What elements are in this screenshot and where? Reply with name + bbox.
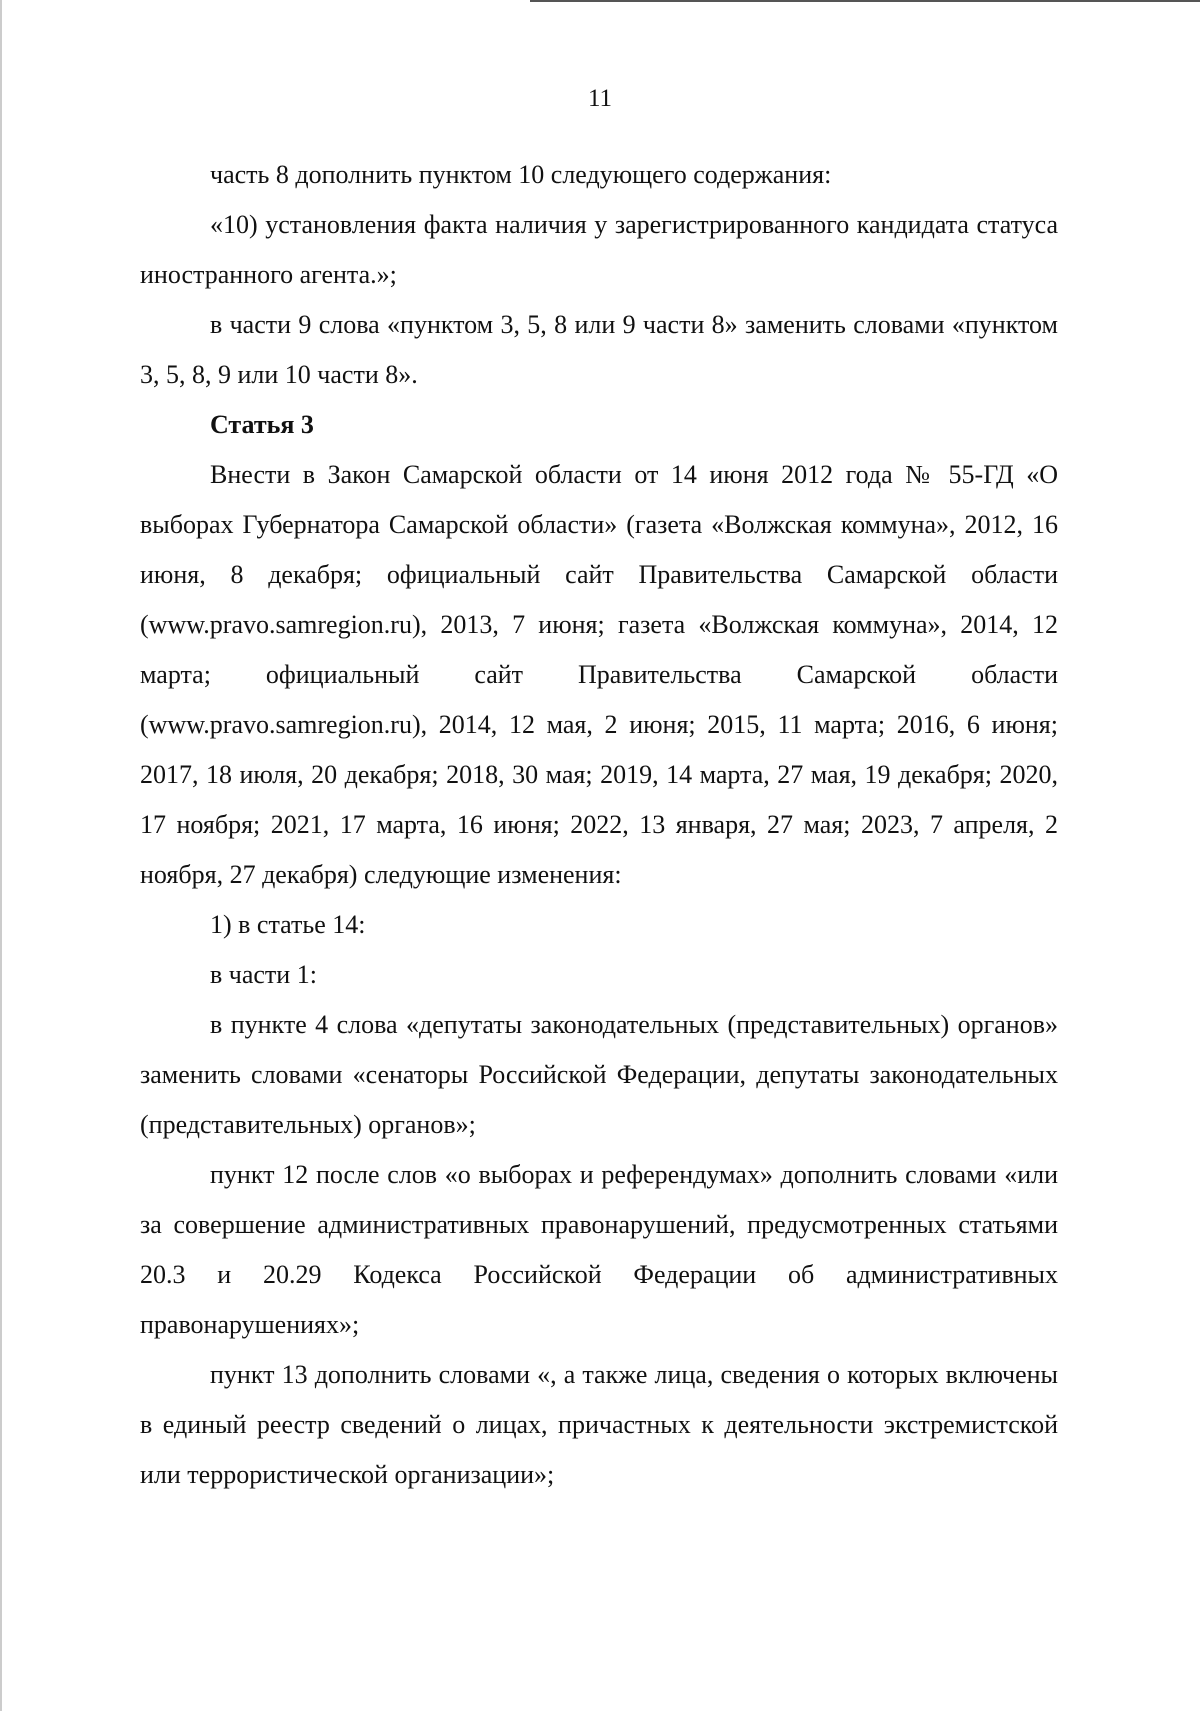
paragraph-item4: в пункте 4 слова «депутаты законодательных (представительных) органов» заменить словами «сенаторы Российской Федерации, депутаты законодательных (представительных) органов»; [140,1010,1058,1139]
paragraph-article14: 1) в статье 14: [210,910,366,939]
paragraph-part1: в части 1: [210,960,317,989]
paragraph-law-amendment-intro: Внести в Закон Самарской области от 14 июня 2012 года № 55-ГД «О выборах Губернатора Самарской области» (газета «Волжская коммуна», 2012, 16 июня, 8 декабря; официальный сайт Правительства Самарской области (www.pravo.samregion.ru), 2013, 7 июня; газета «Волжская коммуна», 2014, 12 марта; официальный сайт Правительства Самарской области (www.pravo.samregion.ru), 2014, 12 мая, 2 июня; 2015, 11 марта; 2016, 6 июня; 2017, 18 июля, 20 декабря; 2018, 30 мая; 2019, 14 марта, 27 мая, 19 декабря; 2020, 17 ноября; 2021, 17 марта, 16 июня; 2022, 13 января, 27 мая; 2023, 7 апреля, 2 ноября, 27 декабря) следующие изменения: [140,460,1058,889]
page-number: 11 [587,85,613,112]
paragraph-item13: пункт 13 дополнить словами «, а также лица, сведения о которых включены в единый реестр сведений о лицах, причастных к деятельности экстремистской или террористической организации»; [140,1360,1058,1489]
scan-edge-left [0,0,2,1711]
paragraph-item10-text: «10) установления факта наличия у зарегистрированного кандидата статуса иностранного агента.»; [140,210,1058,289]
paragraph-item12: пункт 12 после слов «о выборах и референдумах» дополнить словами «или за совершение административных правонарушений, предусмотренных статьями 20.3 и 20.29 Кодекса Российской Федерации об административных правонарушениях»; [140,1160,1058,1339]
document-body [140,150,1058,1500]
paragraph-part9-replacement: в части 9 слова «пунктом 3, 5, 8 или 9 части 8» заменить словами «пунктом 3, 5, 8, 9 или 10 части 8». [140,310,1058,389]
article-3-heading: Статья 3 [210,410,314,439]
paragraph-part8-addition: часть 8 дополнить пунктом 10 следующего содержания: [210,160,832,189]
scan-edge-top [530,0,1200,2]
